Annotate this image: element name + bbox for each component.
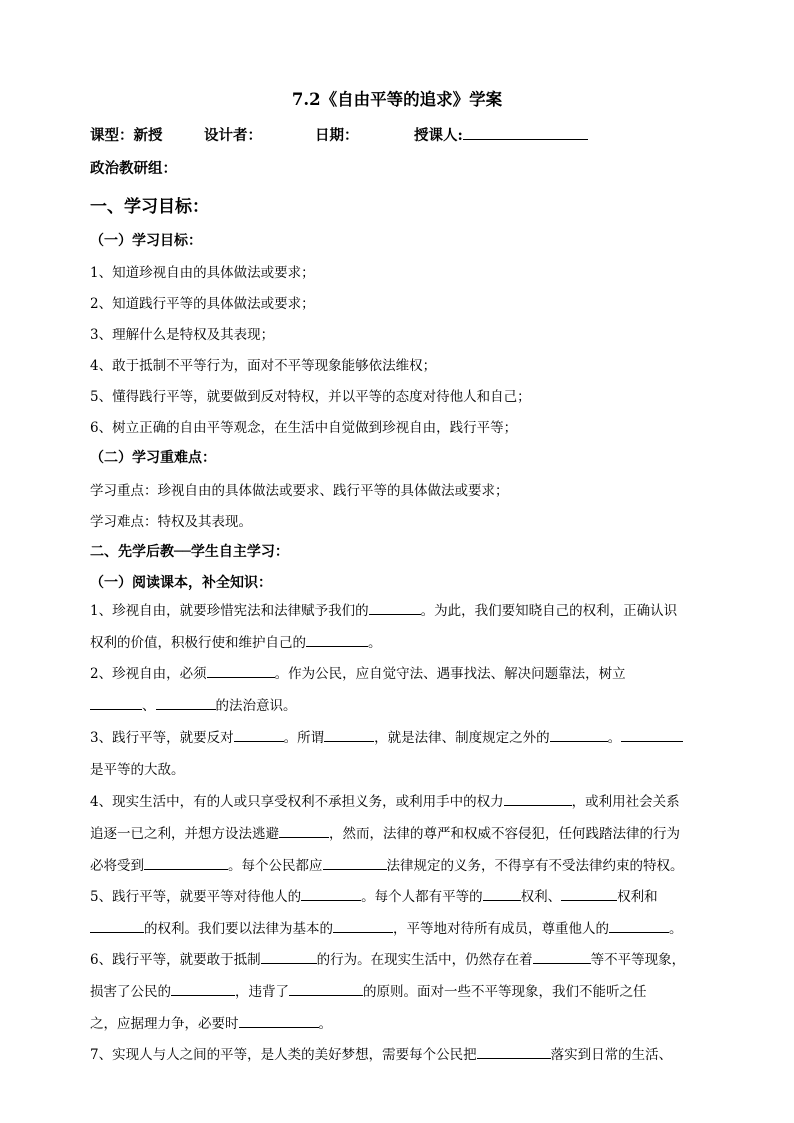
key-points: 学习重点：珍视自由的具体做法或要求、践行平等的具体做法或要求； bbox=[90, 483, 509, 499]
answer-blank[interactable] bbox=[90, 696, 142, 710]
designer-label: 设计者： bbox=[204, 127, 262, 144]
answer-blank[interactable] bbox=[533, 950, 591, 964]
answer-blank[interactable] bbox=[171, 982, 235, 996]
question-5: 5、践行平等，就要平等对待他人的 。每个人都有平等的 权利、 权利和 的权利。我们要以法律为基本的 ，平等地对待所有成员，尊重他人的 。 bbox=[90, 889, 683, 937]
answer-blank[interactable] bbox=[301, 887, 361, 901]
answer-blank[interactable] bbox=[550, 728, 608, 742]
answer-blank[interactable] bbox=[333, 919, 393, 933]
goal-1: 1、知道珍视自由的具体做法或要求； bbox=[90, 265, 315, 281]
answer-blank[interactable] bbox=[207, 664, 275, 678]
answer-blank[interactable] bbox=[279, 824, 329, 838]
answer-blank[interactable] bbox=[306, 633, 368, 647]
answer-blank[interactable] bbox=[621, 728, 683, 742]
difficult-points: 学习难点：特权及其表现。 bbox=[90, 514, 252, 530]
goal-4: 4、敢于抵制不平等行为，面对不平等现象能够依法维权； bbox=[90, 358, 437, 374]
document-title: 7.2《自由平等的追求》学案 bbox=[291, 90, 503, 109]
answer-blank[interactable] bbox=[289, 982, 363, 996]
question-4: 4、现实生活中，有的人或只享受权利不承担义务，或利用手中的权力 ，或利用社会关系 追逐一已之利，并想方设法逃避 ，然而，法律的尊严和权威不容侵犯，任何践踏法律的行为 必将受到 。每个公民都应 法律规定的义务，不得享有不受法律约束的特权。 bbox=[90, 794, 684, 874]
goal-3: 3、理解什么是特权及其表现； bbox=[90, 327, 275, 343]
question-7: 7、实现人与人之间的平等，是人类的美好梦想，需要每个公民把 落实到日常的生活、 bbox=[90, 1047, 673, 1063]
teacher-blank bbox=[463, 125, 588, 140]
answer-blank[interactable] bbox=[324, 728, 374, 742]
goal-6: 6、树立正确的自由平等观念，在生活中自觉做到珍视自由，践行平等； bbox=[90, 420, 518, 436]
teacher-label: 授课人: bbox=[414, 127, 463, 144]
question-3: 3、践行平等，就要反对 。所谓 ，就是法律、制度规定之外的 。 是平等的大敌。 bbox=[90, 722, 704, 786]
date-label: 日期： bbox=[315, 127, 359, 144]
answer-blank[interactable] bbox=[90, 919, 144, 933]
answer-blank[interactable] bbox=[504, 792, 572, 806]
goal-5: 5、懂得践行平等，就要做到反对特权，并以平等的态度对待他人和自己； bbox=[90, 389, 531, 405]
group-label: 政治教研组： bbox=[90, 160, 177, 177]
answer-blank[interactable] bbox=[261, 950, 317, 964]
section2-heading: 二、先学后教──学生自主学习： bbox=[90, 544, 289, 560]
answer-blank[interactable] bbox=[234, 728, 284, 742]
question-1: 1、珍视自由，就要珍惜宪法和法律赋予我们的 。为此，我们要知晓自己的权利，正确认识 权利的价值，积极行使和维护自己的 。 bbox=[90, 603, 678, 651]
answer-blank[interactable] bbox=[483, 887, 521, 901]
answer-blank[interactable] bbox=[477, 1045, 551, 1059]
section2-sub1: （一）阅读课本，补全知识： bbox=[90, 575, 272, 591]
section1-heading: 一、学习目标： bbox=[90, 197, 209, 217]
answer-blank[interactable] bbox=[156, 696, 216, 710]
answer-blank[interactable] bbox=[561, 887, 617, 901]
answer-blank[interactable] bbox=[609, 919, 669, 933]
section1-sub1: （一）学习目标： bbox=[90, 233, 202, 249]
answer-blank[interactable] bbox=[323, 856, 387, 870]
goal-2: 2、知道践行平等的具体做法或要求； bbox=[90, 296, 315, 312]
lesson-type: 课型：新授 bbox=[90, 127, 163, 144]
answer-blank[interactable] bbox=[369, 601, 421, 615]
question-2: 2、珍视自由，必须 。作为公民，应自觉守法、遇事找法、解决问题靠法，树立 、 的法治意识。 bbox=[90, 666, 626, 714]
answer-blank[interactable] bbox=[144, 856, 228, 870]
meta-row bbox=[90, 124, 588, 145]
question-6: 6、践行平等，就要敢于抵制 的行为。在现实生活中，仍然存在着 等不平等现象， 损害了公民的 ，违背了 的原则。面对一些不平等现象，我们不能听之任 之，应据理力争，必要时 。 bbox=[90, 952, 686, 1032]
answer-blank[interactable] bbox=[239, 1014, 319, 1028]
section1-sub2: （二）学习重难点： bbox=[90, 450, 216, 466]
